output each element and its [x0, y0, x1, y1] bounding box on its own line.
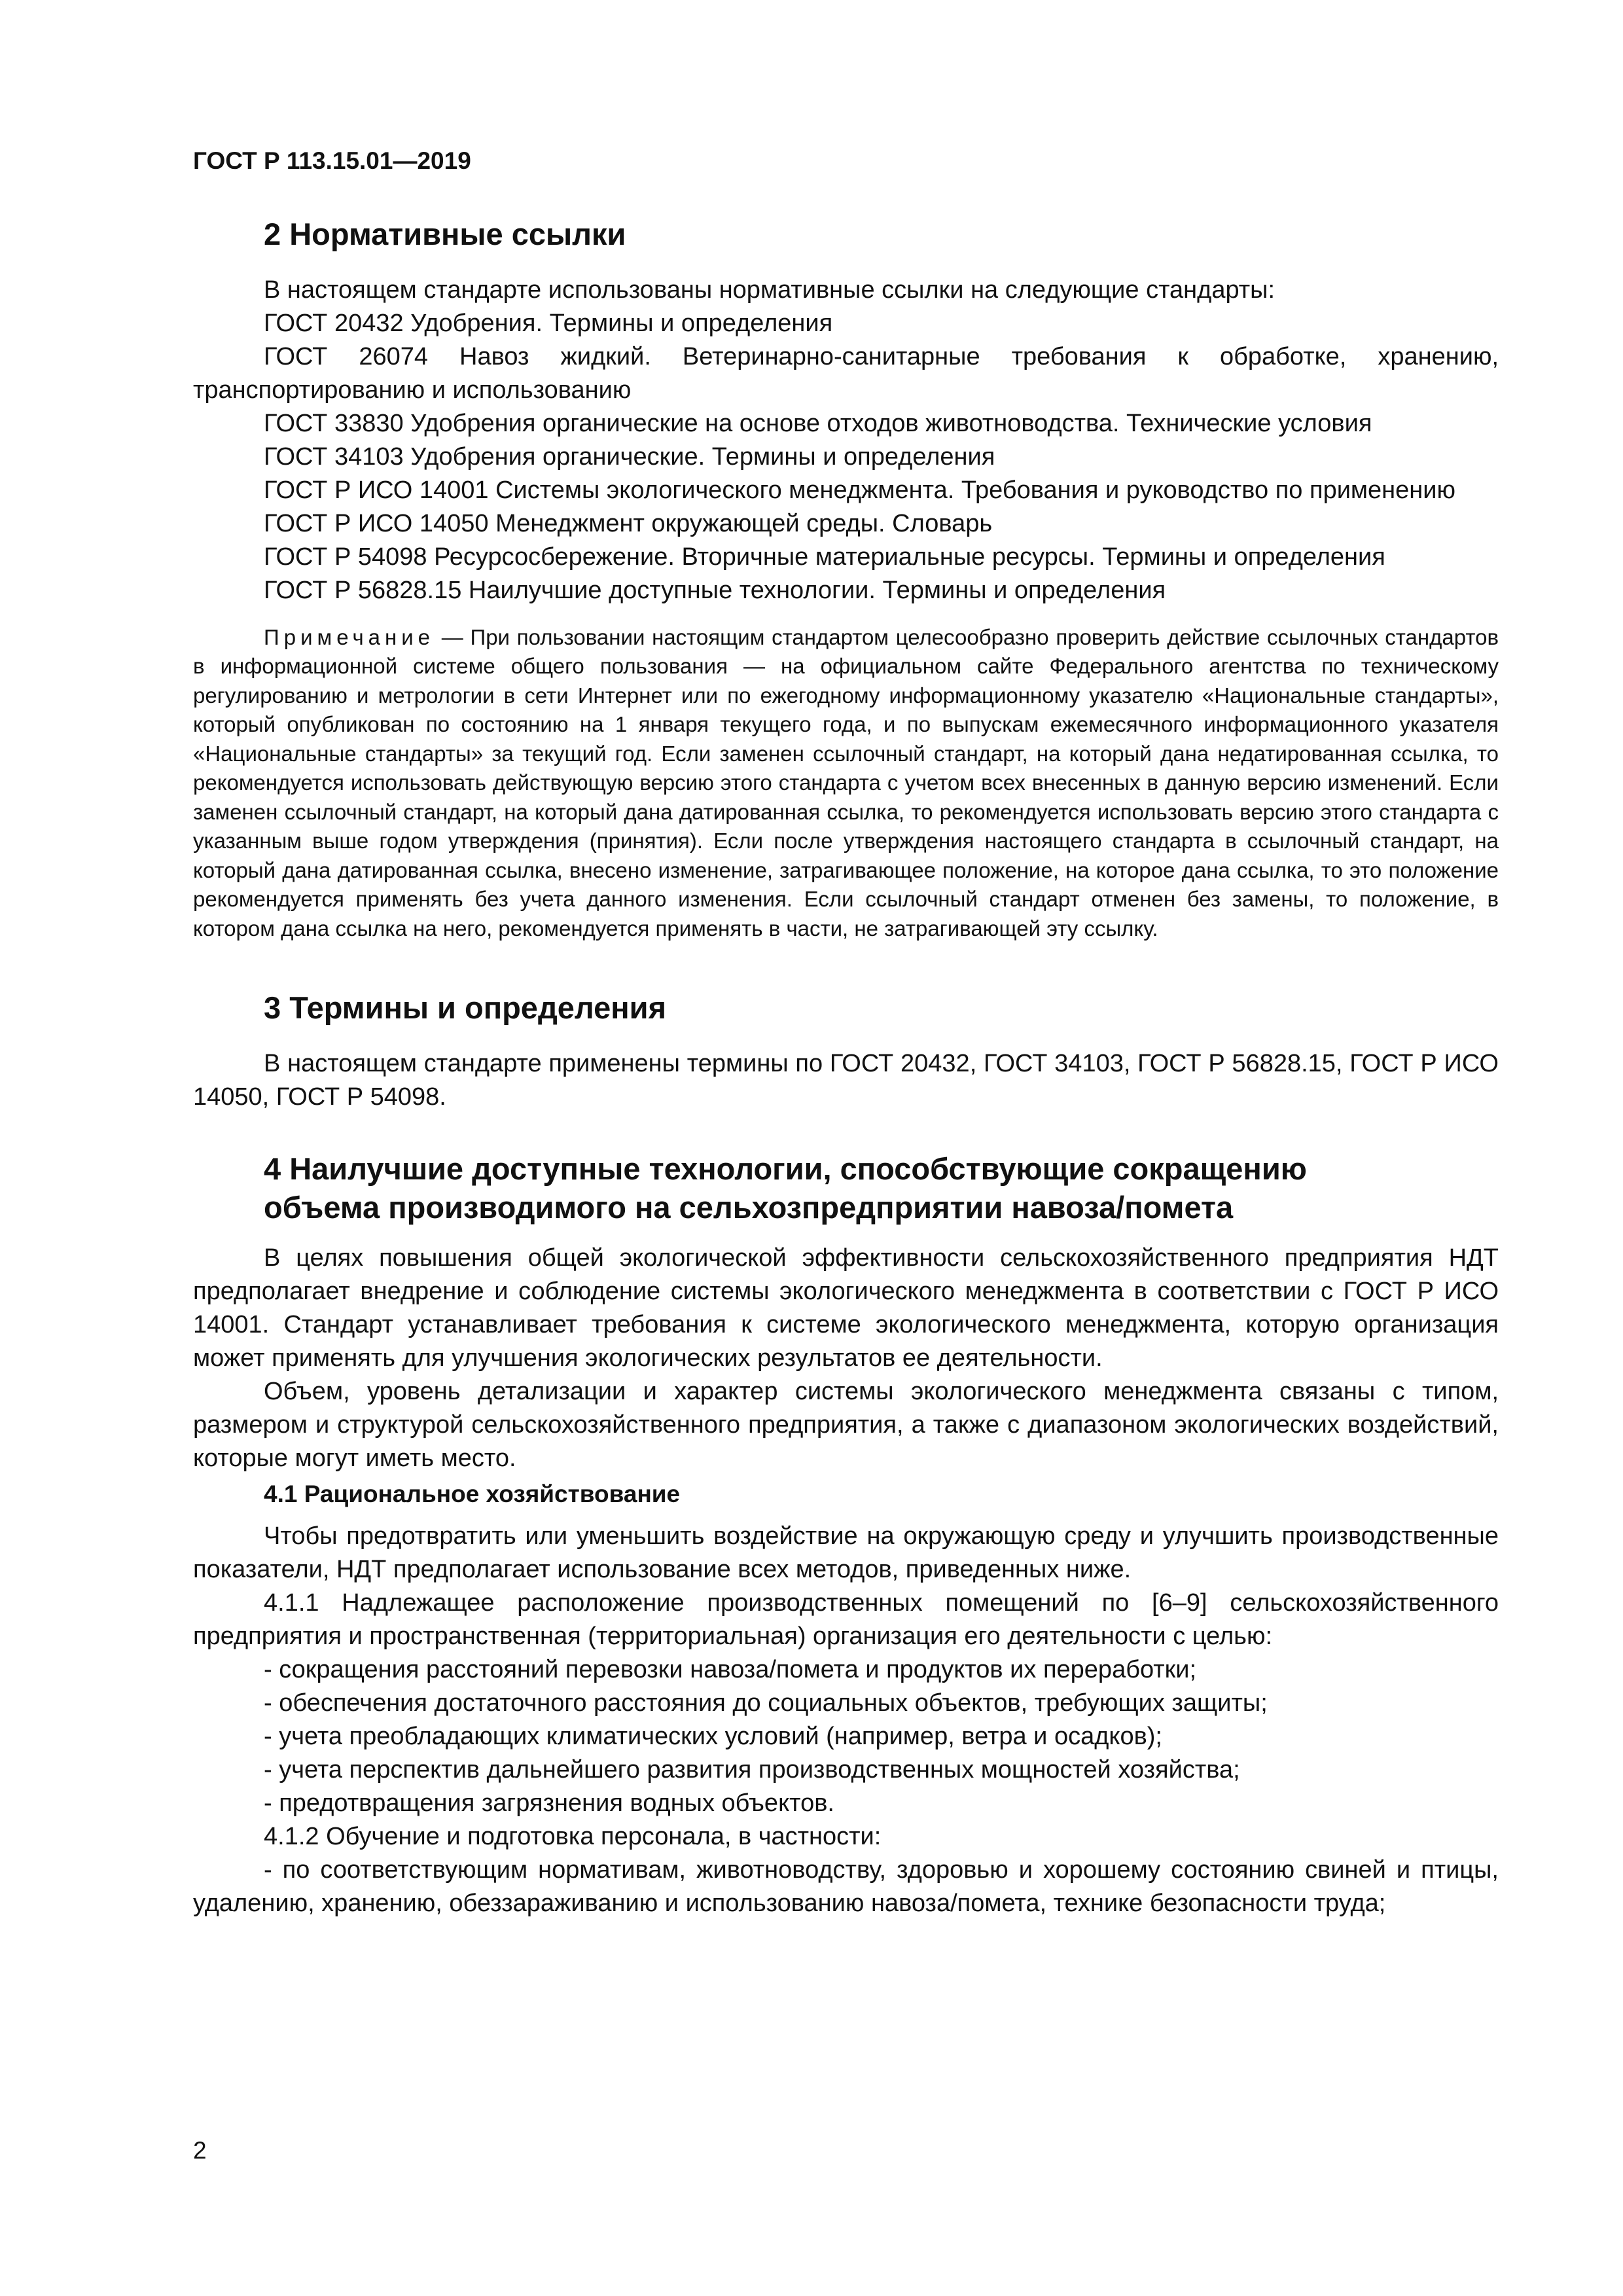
note-label: Примечание	[264, 624, 435, 649]
section-4-title-line2: объема производимого на сельхозпредприятии навоза/помета	[264, 1189, 1234, 1225]
document-page	[193, 147, 1499, 1920]
section-4-paragraph-1: В целях повышения общей экологической эффективности сельскохозяйственного предприятия НДТ предполагает внедрение и соблюдение системы экологического менеджмента в соответствии с ГОСТ Р ИСО 14001. Стандарт устанавливает требования к системе экологического менеджмента, которую организация может применять для улучшения экологических результатов ее деятельности.	[193, 1244, 1499, 1372]
list-item: - по соответствующим нормативам, животноводству, здоровью и хорошему состоянию свиней и птицы, удалению, хранению, обеззараживанию и использованию навоза/помета, технике безопасности труда;	[193, 1856, 1499, 1917]
list-item: - учета преобладающих климатических условий (например, ветра и осадков);	[264, 1722, 1162, 1750]
reference-item: ГОСТ Р ИСО 14001 Системы экологического менеджмента. Требования и руководство по применению	[264, 476, 1456, 504]
list-item: - учета перспектив дальнейшего развития производственных мощностей хозяйства;	[264, 1755, 1240, 1784]
note-text: — При пользовании настоящим стандартом целесообразно проверить действие ссылочных стандартов в информационной системе общего пользования — на официальном сайте Федерального агентства по техническому регулированию и метрологии в сети Интернет или по ежегодному информационному указателю «Национальные стандарты», который опубликован по состоянию на 1 января текущего года, и по выпускам ежемесячного информационного указателя «Национальные стандарты» за текущий год. Если заменен ссылочный стандарт, на который дана недатированная ссылка, то рекомендуется использовать действующую версию этого стандарта с учетом всех внесенных в данную версию изменений. Если заменен ссылочный стандарт, на который дана датированная ссылка, то рекомендуется использовать версию этого стандарта с указанным выше годом утверждения (принятия). Если после утверждения настоящего стандарта в ссылочный стандарт, на который дана датированная ссылка, внесено изменение, затрагивающее положение, на которое дана ссылка, то это положение рекомендуется применять без учета данного изменения. Если ссылочный стандарт отменен без замены, то положение, в котором дана ссылка на него, рекомендуется применять в части, не затрагивающей эту ссылку.	[193, 624, 1499, 941]
section-2-title: 2 Нормативные ссылки	[264, 217, 626, 251]
reference-item: ГОСТ 26074 Навоз жидкий. Ветеринарно-санитарные требования к обработке, хранению, транспортированию и использованию	[193, 342, 1499, 404]
section-4	[193, 1150, 1499, 1920]
section-3-text: В настоящем стандарте применены термины по ГОСТ 20432, ГОСТ 34103, ГОСТ Р 56828.15, ГОСТ Р ИСО 14050, ГОСТ Р 54098.	[193, 1050, 1499, 1111]
reference-item: ГОСТ Р ИСО 14050 Менеджмент окружающей среды. Словарь	[264, 509, 993, 537]
reference-item: ГОСТ 33830 Удобрения органические на основе отходов животноводства. Технические условия	[264, 409, 1372, 437]
document-header: ГОСТ Р 113.15.01—2019	[193, 147, 471, 174]
section-2-intro: В настоящем стандарте использованы нормативные ссылки на следующие стандарты:	[264, 276, 1275, 304]
reference-item: ГОСТ 34103 Удобрения органические. Термины и определения	[264, 442, 995, 471]
section-3	[193, 989, 1499, 1114]
list-item: - обеспечения достаточного расстояния до социальных объектов, требующих защиты;	[264, 1689, 1268, 1717]
section-4-title	[264, 1150, 1499, 1227]
clause-4-1-2: 4.1.2 Обучение и подготовка персонала, в частности:	[264, 1822, 882, 1850]
note-paragraph	[193, 623, 1499, 944]
page-number: 2	[193, 2137, 207, 2164]
reference-list	[193, 307, 1499, 607]
reference-item: ГОСТ 20432 Удобрения. Термины и определения	[264, 309, 833, 337]
section-4-paragraph-2: Объем, уровень детализации и характер системы экологического менеджмента связаны с типом, размером и структурой сельскохозяйственного предприятия, а также с диапазоном экологических воздействий, которые могут иметь место.	[193, 1377, 1499, 1472]
subsection-4-1-paragraph: Чтобы предотвратить или уменьшить воздействие на окружающую среду и улучшить производственные показатели, НДТ предполагает использование всех методов, приведенных ниже.	[193, 1522, 1499, 1583]
reference-item: ГОСТ Р 56828.15 Наилучшие доступные технологии. Термины и определения	[264, 576, 1166, 604]
reference-item: ГОСТ Р 54098 Ресурсосбережение. Вторичные материальные ресурсы. Термины и определения	[264, 543, 1385, 571]
clause-4-1-1: 4.1.1 Надлежащее расположение производственных помещений по [6–9] сельскохозяйственного предприятия и пространственная (территориальная) организация его деятельности с целью:	[193, 1588, 1499, 1650]
section-3-title: 3 Термины и определения	[264, 990, 666, 1026]
section-4-title-line1: 4 Наилучшие доступные технологии, способствующие сокращению	[264, 1151, 1307, 1186]
subsection-4-1-title: 4.1 Рациональное хозяйствование	[264, 1480, 681, 1507]
list-item: - сокращения расстояний перевозки навоза/помета и продуктов их переработки;	[264, 1655, 1197, 1683]
list-item: - предотвращения загрязнения водных объектов.	[264, 1789, 834, 1817]
